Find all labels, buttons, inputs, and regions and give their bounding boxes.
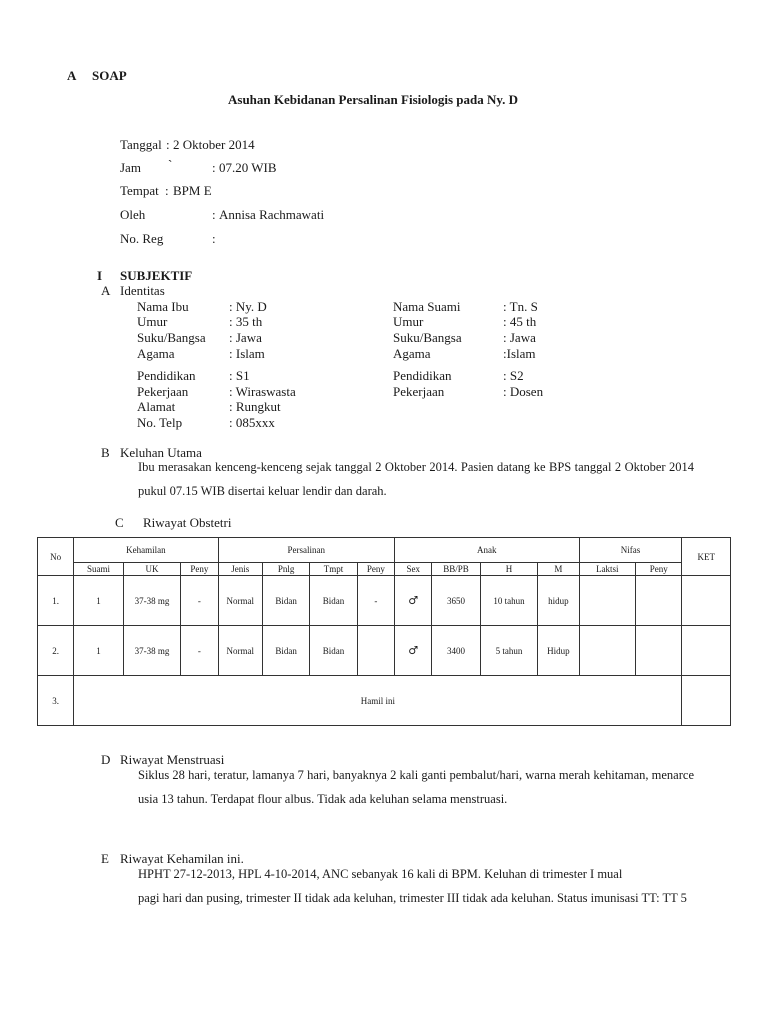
subheader-cell: BB/PB [432,563,480,576]
ibu-label: No. Telp [137,415,183,430]
table-cell: 1 [74,626,123,676]
subheader-cell: Peny [357,563,394,576]
meta-sep: : [212,207,216,222]
subheader-cell: Sex [395,563,432,576]
subheader-cell: Pnlg [262,563,309,576]
subsection-letter: B [101,445,110,460]
subsection-letter: A [101,283,111,298]
table-cell: Bidan [262,576,309,626]
suami-value: :Islam [503,346,536,361]
obstetric-history-table [37,537,731,726]
ibu-label: Nama Ibu [137,299,189,314]
table-cell: - [357,576,394,626]
ibu-value: : Rungkut [229,399,281,414]
suami-label: Suku/Bangsa [393,330,462,345]
table-cell: 37-38 mg [123,576,180,626]
table-cell [579,576,635,626]
table-cell [636,626,682,676]
header-kehamilan: Kehamilan [74,538,218,563]
subheader-cell: M [538,563,579,576]
meta-value-tempat: BPM E [173,183,212,198]
suami-value: : Jawa [503,330,536,345]
table-cell: Normal [218,626,262,676]
ibu-value: : Wiraswasta [229,384,296,399]
subheader-cell: Tmpt [310,563,357,576]
header-no: No [38,538,74,576]
table-cell [579,626,635,676]
subheader-cell: Suami [74,563,123,576]
meta-label-tanggal: Tanggal [120,137,162,152]
meta-label-noreg: No. Reg [120,231,164,246]
meta-sep: : [166,137,170,152]
suami-value: : S2 [503,368,524,383]
meta-mark: ` [168,157,173,172]
table-cell: Normal [218,576,262,626]
menstruasi-text: Siklus 28 hari, teratur, lamanya 7 hari, banyaknya 2 kali ganti pembalut/hari, warna merah kehitaman, menarce usia 13 tahun. Terdapat flour albus. Tidak ada keluhan selama menstruasi. [138,768,694,806]
ibu-label: Suku/Bangsa [137,330,206,345]
suami-label: Agama [393,346,431,361]
meta-sep: : [165,183,169,198]
male-symbol-icon: ♂ [395,626,432,676]
suami-label: Pekerjaan [393,384,445,399]
suami-value: : Tn. S [503,299,538,314]
table-cell [636,576,682,626]
subheader-cell: Jenis [218,563,262,576]
table-cell [357,626,394,676]
table-cell: 1. [38,576,74,626]
table-row [38,626,731,676]
ibu-label: Pekerjaan [137,384,189,399]
meta-label-tempat: Tempat [120,183,159,198]
meta-sep: : [212,160,216,175]
ibu-value: : 085xxx [229,415,275,430]
subheader-cell: UK [123,563,180,576]
header-ket: KET [682,538,731,576]
table-cell: - [181,626,218,676]
ibu-value: : Islam [229,346,265,361]
male-symbol-icon: ♂ [395,576,432,626]
table-cell: 2. [38,626,74,676]
subsection-title: Identitas [120,283,165,298]
suami-value: : 45 th [503,314,537,329]
subsection-letter: E [101,851,109,866]
ibu-label: Agama [137,346,175,361]
subheader-cell: Peny [181,563,218,576]
table-cell [682,626,731,676]
suami-label: Nama Suami [393,299,461,314]
subheader-cell: Peny [636,563,682,576]
ibu-label: Alamat [137,399,176,414]
table-row [38,576,731,626]
table-row [38,676,731,726]
section-letter: A [67,68,77,83]
kehamilan-text-line1: HPHT 27-12-2013, HPL 4-10-2014, ANC sebanyak 16 kali di BPM. Keluhan di trimester I mual [138,867,623,881]
subsection-title: Riwayat Menstruasi [120,752,225,767]
suami-value: : Dosen [503,384,544,399]
table-cell [682,676,731,726]
keluhan-text: Ibu merasakan kenceng-kenceng sejak tanggal 2 Oktober 2014. Pasien datang ke BPS tanggal 2 Oktober 2014 pukul 07.15 WIB disertai keluar lendir dan darah. [138,460,694,498]
meta-label-oleh: Oleh [120,207,146,222]
subheader-cell: H [480,563,537,576]
ibu-value: : Ny. D [229,299,267,314]
subsection-title: Riwayat Obstetri [143,515,232,530]
subsection-letter: D [101,752,111,767]
meta-value-jam: 07.20 WIB [219,160,277,175]
section-heading: SUBJEKTIF [120,268,193,283]
ibu-value: : Jawa [229,330,262,345]
table-cell: 5 tahun [480,626,537,676]
table-header-row [38,538,731,563]
table-cell: Bidan [310,626,357,676]
subsection-letter: C [115,515,124,530]
kehamilan-text: pagi hari dan pusing, trimester II tidak ada keluhan, trimester III tidak ada keluhan. Status imunisasi TT: TT 5 [138,891,687,905]
ibu-label: Umur [137,314,168,329]
subsection-title: Keluhan Utama [120,445,202,460]
section-number: I [97,268,103,283]
table-cell: hidup [538,576,579,626]
ibu-value: : S1 [229,368,250,383]
meta-label-jam: Jam [120,160,141,175]
table-cell: - [181,576,218,626]
table-cell [682,576,731,626]
header-anak: Anak [395,538,580,563]
table-cell: 3. [38,676,74,726]
table-cell: 1 [74,576,123,626]
subheader-cell: Laktsi [579,563,635,576]
table-cell-merged: Hamil ini [74,676,682,726]
section-title: SOAP [92,68,127,83]
table-cell: Bidan [310,576,357,626]
suami-label: Pendidikan [393,368,452,383]
table-cell: 3650 [432,576,480,626]
subsection-title: Riwayat Kehamilan ini. [120,851,244,866]
meta-sep: : [212,231,216,246]
table-cell: 3400 [432,626,480,676]
meta-value-tanggal: 2 Oktober 2014 [173,137,255,152]
ibu-label: Pendidikan [137,368,196,383]
ibu-value: : 35 th [229,314,263,329]
table-subheader-row [38,563,731,576]
header-persalinan: Persalinan [218,538,395,563]
table-cell: 10 tahun [480,576,537,626]
meta-value-oleh: Annisa Rachmawati [219,207,325,222]
table-cell: 37-38 mg [123,626,180,676]
suami-label: Umur [393,314,424,329]
table-cell: Bidan [262,626,309,676]
page-title: Asuhan Kebidanan Persalinan Fisiologis pada Ny. D [228,92,519,107]
header-nifas: Nifas [579,538,682,563]
table-cell: Hidup [538,626,579,676]
